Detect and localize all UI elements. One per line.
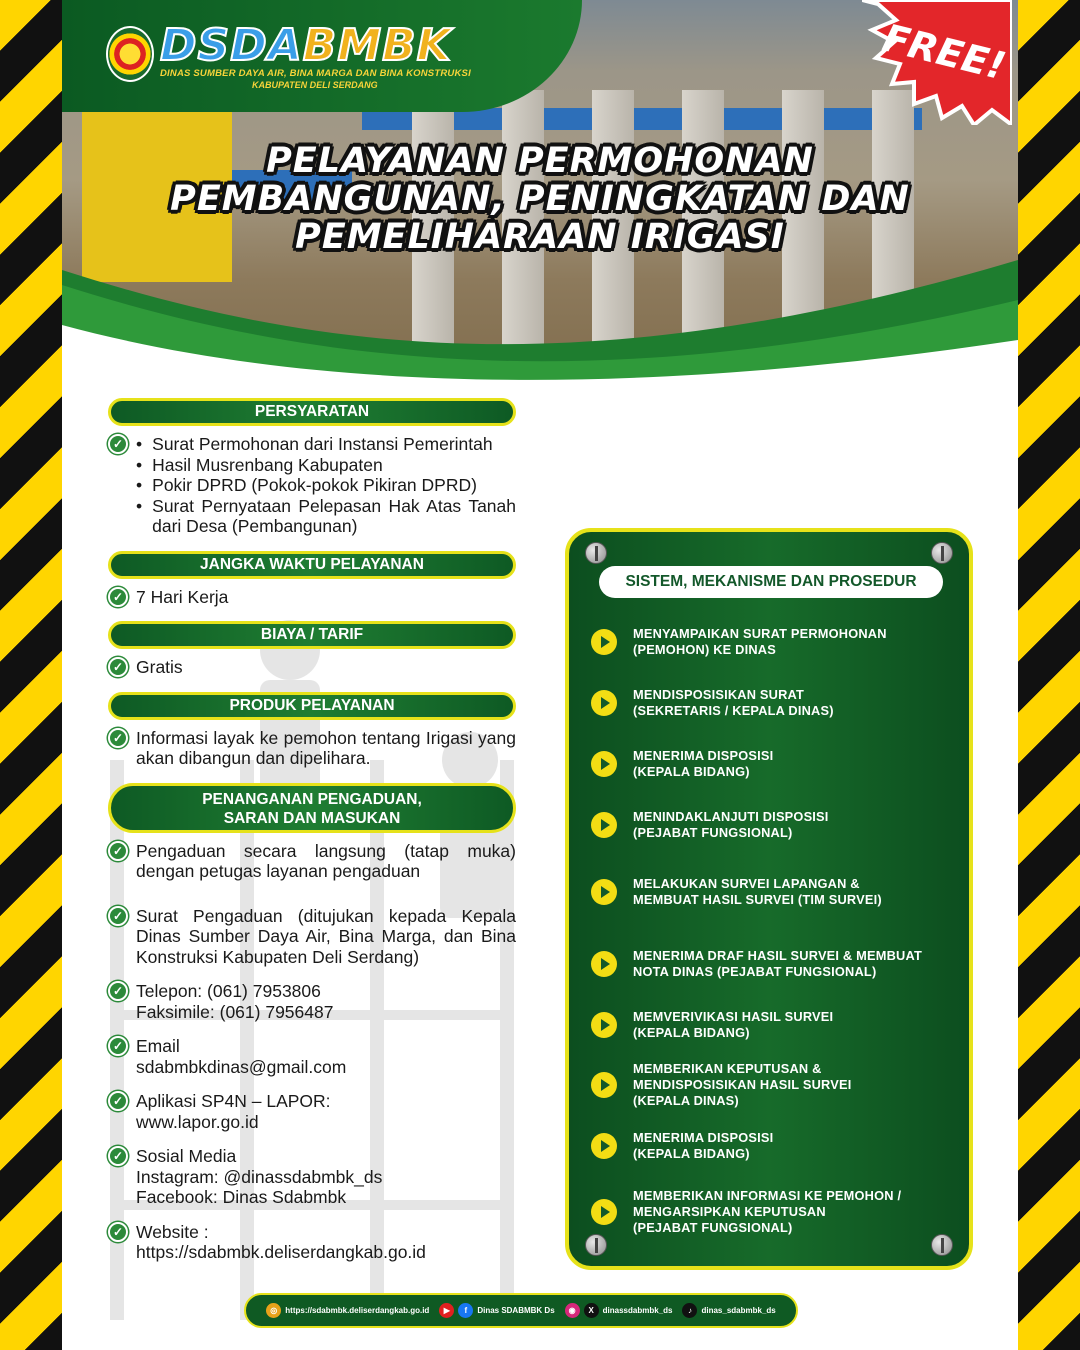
brand-logo: DSDABMBK — [160, 20, 452, 71]
check-icon: ✓ — [108, 841, 128, 861]
check-icon: ✓ — [108, 587, 128, 607]
play-icon — [591, 690, 617, 716]
check-icon: ✓ — [108, 728, 128, 748]
complaint-phone: ✓ Telepon: (061) 7953806 Faksimile: (061) 7956487 — [108, 981, 516, 1022]
footer-website[interactable]: ◎ https://sdabmbk.deliserdangkab.go.id — [266, 1303, 429, 1318]
procedure-step-7: MEMVERIVIKASI HASIL SURVEI (KEPALA BIDANG) — [591, 1009, 951, 1041]
list-item: • Hasil Musrenbang Kabupaten — [136, 455, 516, 476]
procedure-step-5: MELAKUKAN SURVEI LAPANGAN & MEMBUAT HASIL SURVEI (TIM SURVEI) — [591, 876, 951, 908]
service-fee: ✓ Gratis — [108, 657, 516, 678]
website-link[interactable]: https://sdabmbk.deliserdangkab.go.id — [136, 1242, 426, 1262]
play-icon — [591, 1072, 617, 1098]
green-wave — [62, 240, 1018, 400]
procedure-step-9: MENERIMA DISPOSISI (KEPALA BIDANG) — [591, 1130, 951, 1162]
complaint-app: ✓ Aplikasi SP4N – LAPOR: www.lapor.go.id — [108, 1091, 516, 1132]
procedure-step-3: MENERIMA DISPOSISI (KEPALA BIDANG) — [591, 748, 951, 780]
section-header-produk: PRODUK PELAYANAN — [108, 692, 516, 720]
globe-icon: ◎ — [266, 1303, 281, 1318]
footer-instagram-x[interactable]: ◉ X dinassdabmbk_ds — [565, 1303, 673, 1318]
check-icon: ✓ — [108, 1036, 128, 1056]
procedure-step-6: MENERIMA DRAF HASIL SURVEI & MEMBUAT NOTA DINAS (PEJABAT FUNGSIONAL) — [591, 948, 951, 980]
youtube-icon: ▶ — [439, 1303, 454, 1318]
regency-seal-icon — [106, 26, 154, 82]
service-details — [108, 398, 516, 1277]
play-icon — [591, 1012, 617, 1038]
complaint-social: ✓ Sosial Media Instagram: @dinassdabmbk_ds Facebook: Dinas Sdabmbk — [108, 1146, 516, 1208]
email-link[interactable]: sdabmbkdinas@gmail.com — [136, 1056, 347, 1077]
complaint-email: ✓ Email sdabmbkdinas@gmail.com — [108, 1036, 516, 1077]
section-header-pengaduan: PENANGANAN PENGADUAN, SARAN DAN MASUKAN — [108, 783, 516, 833]
hazard-stripes-right — [1018, 0, 1080, 1350]
play-icon — [591, 1199, 617, 1225]
complaint-letter: ✓ Surat Pengaduan (ditujukan kepada Kepala Dinas Sumber Daya Air, Bina Marga, dan Bina Konstruksi Kabupaten Deli Serdang) — [108, 906, 516, 968]
procedure-step-10: MEMBERIKAN INFORMASI KE PEMOHON / MENGARSIPKAN KEPUTUSAN (PEJABAT FUNGSIONAL) — [591, 1188, 951, 1236]
check-icon: ✓ — [108, 1146, 128, 1166]
play-icon — [591, 629, 617, 655]
complaint-website: ✓ Website : https://sdabmbk.deliserdangkab.go.id — [108, 1222, 516, 1263]
list-item: • Pokir DPRD (Pokok-pokok Pikiran DPRD) — [136, 475, 516, 496]
list-item: • Surat Pernyataan Pelepasan Hak Atas Tanah dari Desa (Pembangunan) — [136, 496, 516, 537]
section-header-jangka-waktu: JANGKA WAKTU PELAYANAN — [108, 551, 516, 579]
section-header-biaya: BIAYA / TARIF — [108, 621, 516, 649]
check-icon: ✓ — [108, 434, 128, 454]
play-icon — [591, 751, 617, 777]
check-icon: ✓ — [108, 1222, 128, 1242]
logo-subtitle: DINAS SUMBER DAYA AIR, BINA MARGA DAN BINA KONSTRUKSI — [160, 68, 471, 79]
list-item: • Surat Permohonan dari Instansi Pemerintah — [136, 434, 516, 455]
play-icon — [591, 1133, 617, 1159]
screw-icon — [931, 1234, 953, 1256]
play-icon — [591, 879, 617, 905]
check-icon: ✓ — [108, 1091, 128, 1111]
page-title: PELAYANAN PERMOHONAN PEMBANGUNAN, PENINGKATAN DAN PEMELIHARAAN IRIGASI — [170, 141, 910, 257]
tiktok-icon: ♪ — [682, 1303, 697, 1318]
procedure-step-4: MENINDAKLANJUTI DISPOSISI (PEJABAT FUNGSIONAL) — [591, 809, 951, 841]
service-product: ✓ Informasi layak ke pemohon tentang Irigasi yang akan dibangun dan dipelihara. — [108, 728, 516, 769]
instagram-icon: ◉ — [565, 1303, 580, 1318]
free-badge-text: FREE! — [878, 15, 1010, 89]
check-icon: ✓ — [108, 657, 128, 677]
footer-youtube-facebook[interactable]: ▶ f Dinas SDABMBK Ds — [439, 1303, 554, 1318]
complaint-direct: ✓ Pengaduan secara langsung (tatap muka) dengan petugas layanan pengaduan — [108, 841, 516, 882]
play-icon — [591, 951, 617, 977]
screw-icon — [585, 542, 607, 564]
section-header-persyaratan: PERSYARATAN — [108, 398, 516, 426]
service-duration: ✓ 7 Hari Kerja — [108, 587, 516, 608]
check-icon: ✓ — [108, 981, 128, 1001]
procedure-step-1: MENYAMPAIKAN SURAT PERMOHONAN (PEMOHON) KE DINAS — [591, 626, 951, 658]
procedure-step-8: MEMBERIKAN KEPUTUSAN & MENDISPOSISIKAN HASIL SURVEI (KEPALA DINAS) — [591, 1061, 951, 1109]
hero-banner — [62, 0, 1018, 400]
screw-icon — [931, 542, 953, 564]
screw-icon — [585, 1234, 607, 1256]
lapor-link[interactable]: www.lapor.go.id — [136, 1111, 259, 1132]
logo-subtitle-region: KABUPATEN DELI SERDANG — [252, 80, 378, 90]
play-icon — [591, 812, 617, 838]
check-icon: ✓ — [108, 906, 128, 926]
hazard-stripes-left — [0, 0, 62, 1350]
requirements-list — [108, 434, 516, 537]
procedure-step-2: MENDISPOSISIKAN SURAT (SEKRETARIS / KEPALA DINAS) — [591, 687, 951, 719]
footer-contact-bar — [244, 1293, 798, 1328]
footer-tiktok[interactable]: ♪ dinas_sdabmbk_ds — [682, 1303, 775, 1318]
procedure-title: SISTEM, MEKANISME DAN PROSEDUR — [599, 566, 943, 598]
facebook-icon: f — [458, 1303, 473, 1318]
procedure-panel — [565, 528, 973, 1270]
x-icon: X — [584, 1303, 599, 1318]
